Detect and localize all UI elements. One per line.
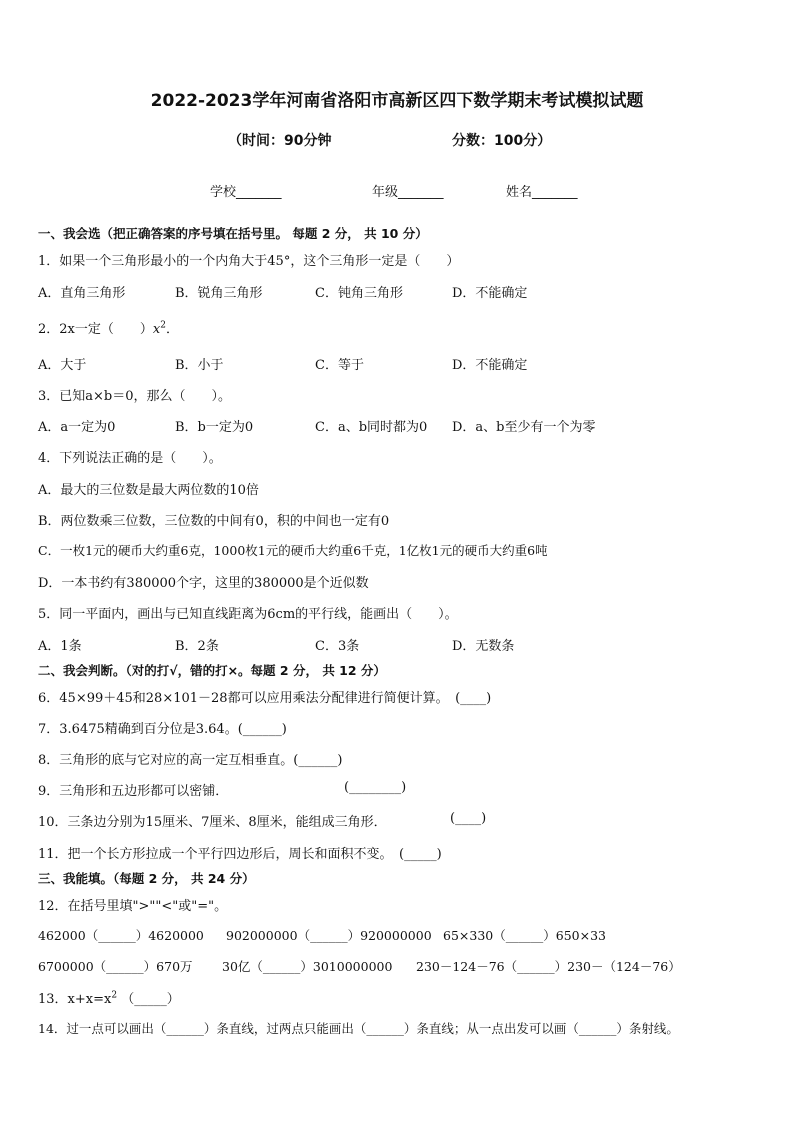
section2-heading: 二、我会判断。（对的打√，错的打×。每题 2 分， 共 12 分） xyxy=(38,663,386,678)
q5-stem: 5．同一平面内，画出与已知直线距离为6cm的平行线，能画出（ ）。 xyxy=(38,607,458,622)
q4-option-b: B．两位数乘三位数，三位数的中间有0，积的中间也一定有0 xyxy=(38,514,390,529)
q12-row2-c: 230－124－76（______）230－（124－76） xyxy=(416,959,681,974)
time-limit: （时间：90分钟 xyxy=(228,133,332,149)
q13-line xyxy=(38,988,180,1007)
q5-option-c: C．3条 xyxy=(315,639,360,654)
q3-option-b: B．b一定为0 xyxy=(175,420,254,435)
q11: 11．把一个长方形拉成一个平行四边形后，周长和面积不变。 (_____) xyxy=(38,847,442,862)
section3-heading: 三、我能填。（每题 2 分， 共 24 分） xyxy=(38,871,255,886)
q2-variable: x xyxy=(152,322,161,337)
q2-option-b: B．小于 xyxy=(175,358,224,373)
q7: 7．3.6475精确到百分位是3.64。(______) xyxy=(38,722,287,737)
q1-option-a: A．直角三角形 xyxy=(38,286,126,301)
q9: 9．三角形和五边形都可以密铺． xyxy=(38,784,229,799)
q13-stem: 13．x+x=x xyxy=(38,992,112,1007)
q1-stem: 1．如果一个三角形最小的一个内角大于45°，这个三角形一定是（ ） xyxy=(38,254,460,269)
q13-blank: （_____） xyxy=(121,992,180,1007)
exam-title: 2022-2023学年河南省洛阳市高新区四下数学期末考试模拟试题 xyxy=(150,91,644,111)
q3-option-d: D．a、b至少有一个为零 xyxy=(452,420,596,435)
q2-option-d: D．不能确定 xyxy=(452,358,528,373)
q12-row2-b: 30亿（______）3010000000 xyxy=(222,959,393,974)
q6: 6．45×99＋45和28×101－28都可以应用乘法分配律进行简便计算。 (____) xyxy=(38,691,492,706)
q3-option-c: C．a、b同时都为0 xyxy=(315,420,428,435)
q5-option-a: A．1条 xyxy=(38,639,82,654)
q12-row1-c: 65×330（______）650×33 xyxy=(443,928,606,943)
q5-option-d: D．无数条 xyxy=(452,639,515,654)
q10-blank: (____) xyxy=(450,811,487,826)
school-field: 学校_______ xyxy=(210,185,282,200)
q12-row1-a: 462000（______）4620000 xyxy=(38,928,204,943)
q3-stem: 3．已知a×b＝0，那么（ ）。 xyxy=(38,389,232,404)
q4-option-d: D．一本书约有380000个字，这里的380000是个近似数 xyxy=(38,576,369,591)
q2-option-a: A．大于 xyxy=(38,358,87,373)
q12-row2-a: 6700000（______）670万 xyxy=(38,959,193,974)
q4-option-a: A．最大的三位数是最大两位数的10倍 xyxy=(38,483,259,498)
name-field: 姓名_______ xyxy=(506,185,578,200)
q2-stem: 2．2x一定（ ） xyxy=(38,322,153,337)
q12-row1-b: 902000000（______）920000000 xyxy=(226,928,432,943)
q4-option-c: C．一枚1元的硬币大约重6克，1000枚1元的硬币大约重6千克，1亿枚1元的硬币大约重6吨 xyxy=(38,543,548,558)
q1-option-d: D．不能确定 xyxy=(452,286,528,301)
total-score: 分数：100分） xyxy=(452,133,552,149)
q4-stem: 4．下列说法正确的是（ ）。 xyxy=(38,451,222,466)
q8: 8．三角形的底与它对应的高一定互相垂直。(______) xyxy=(38,753,343,768)
q14: 14．过一点可以画出（______）条直线，过两点只能画出（______）条直线；从一点出发可以画（______）条射线。 xyxy=(38,1021,679,1036)
q5-option-b: B．2条 xyxy=(175,639,219,654)
q3-option-a: A．a一定为0 xyxy=(38,420,116,435)
q2-tail: ． xyxy=(165,322,179,337)
q10: 10．三条边分别为15厘米、7厘米、8厘米，能组成三角形． xyxy=(38,815,387,830)
q2-option-c: C．等于 xyxy=(315,358,364,373)
section1-heading: 一、我会选（把正确答案的序号填在括号里。 每题 2 分， 共 10 分） xyxy=(38,226,428,241)
q13-exponent: 2 xyxy=(111,990,118,1001)
grade-field: 年级_______ xyxy=(372,185,444,200)
q2-stem-line xyxy=(38,318,179,337)
q12-stem: 12．在括号里填">""<"或"="。 xyxy=(38,899,228,914)
q9-blank: (________) xyxy=(344,780,407,795)
q2-exponent: 2 xyxy=(160,320,166,331)
q1-option-c: C．钝角三角形 xyxy=(315,286,403,301)
q1-option-b: B．锐角三角形 xyxy=(175,286,263,301)
